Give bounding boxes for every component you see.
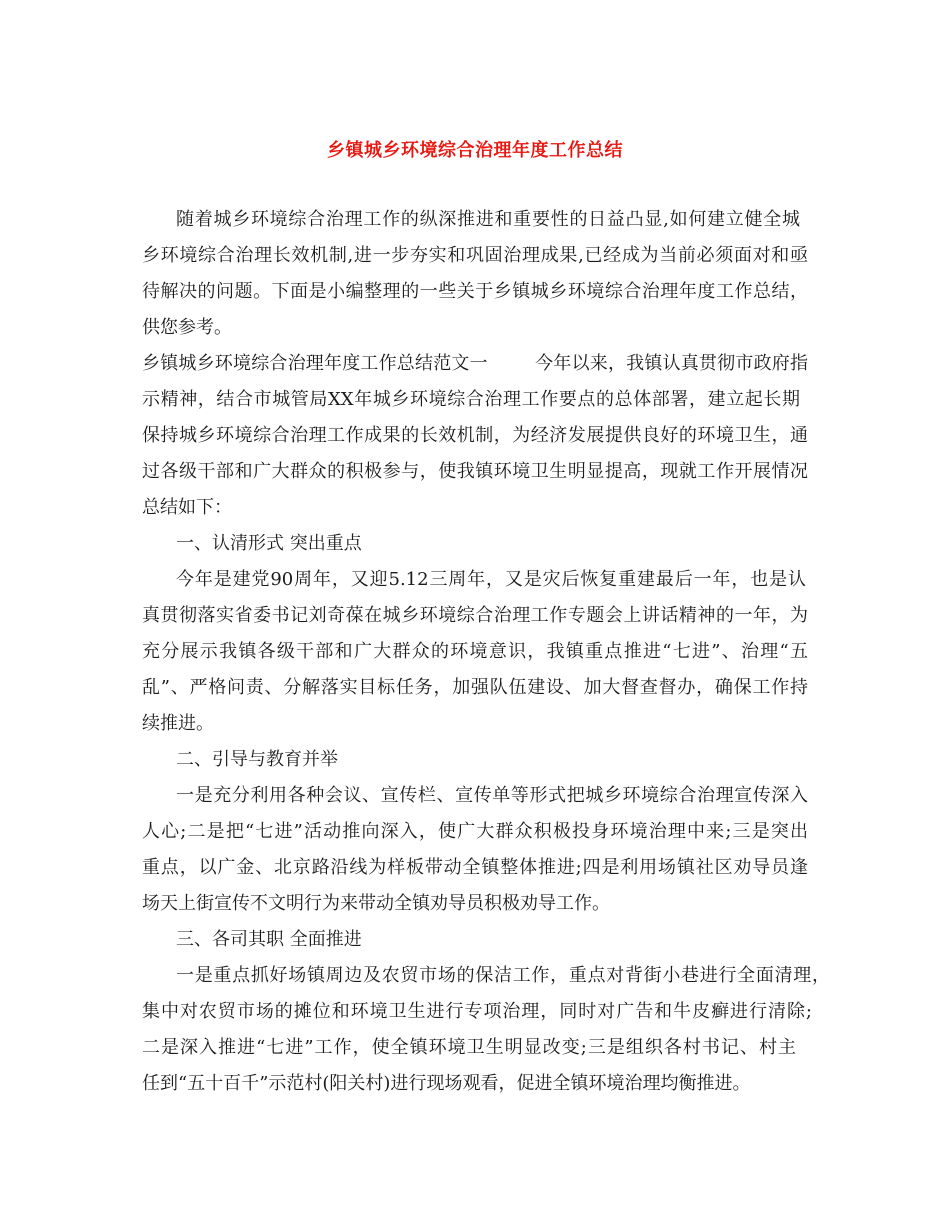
paragraph-line: 总结如下： — [142, 497, 232, 518]
paragraph-line: 任到“五十百千”示范村(阳关村)进行现场观看，促进全镇环境治理均衡推进。 — [142, 1073, 751, 1094]
paragraph-line: 一是重点抓好场镇周边及农贸市场的保洁工作，重点对背街小巷进行全面清理， — [176, 965, 830, 986]
paragraph-line: 场天上街宣传不文明行为来带动全镇劝导员积极劝导工作。 — [142, 893, 610, 914]
paragraph-line: 集中对农贸市场的摊位和环境卫生进行专项治理，同时对广告和牛皮癣进行清除; — [142, 1001, 812, 1022]
paragraph-line: 保持城乡环境综合治理工作成果的长效机制，为经济发展提供良好的环境卫生，通 — [142, 425, 808, 446]
document-title: 乡镇城乡环境综合治理年度工作总结 — [327, 140, 623, 161]
section-heading: 二、引导与教育并举 — [176, 749, 338, 770]
paragraph-line: 续推进。 — [142, 713, 214, 734]
paragraph-line: 供您参考。 — [142, 317, 232, 338]
paragraph-line: 今年是建党90周年，又迎5.12三周年，又是灾后恢复重建最后一年，也是认 — [176, 569, 806, 590]
paragraph-line: 随着城乡环境综合治理工作的纵深推进和重要性的日益凸显,如何建立健全城 — [176, 209, 800, 230]
paragraph-line: 过各级干部和广大群众的积极参与，使我镇环境卫生明显提高，现就工作开展情况 — [142, 461, 808, 482]
paragraph-line: 重点，以广金、北京路沿线为样板带动全镇整体推进;四是利用场镇社区劝导员逢 — [142, 857, 808, 878]
paragraph-line: 乡镇城乡环境综合治理年度工作总结范文一 今年以来，我镇认真贯彻市政府指 — [142, 353, 808, 374]
section-heading: 三、各司其职 全面推进 — [176, 929, 362, 950]
paragraph-line: 乡环境综合治理长效机制,进一步夯实和巩固治理成果,已经成为当前必须面对和亟 — [142, 245, 808, 266]
paragraph-line: 待解决的问题。下面是小编整理的一些关于乡镇城乡环境综合治理年度工作总结， — [142, 281, 808, 302]
paragraph-line: 二是深入推进“七进”工作，使全镇环境卫生明显改变;三是组织各村书记、村主 — [142, 1037, 796, 1058]
paragraph-line: 一是充分利用各种会议、宣传栏、宣传单等形式把城乡环境综合治理宣传深入 — [176, 785, 808, 806]
paragraph-line: 乱”、严格问责、分解落实目标任务，加强队伍建设、加大督查督办，确保工作持 — [142, 677, 808, 698]
section-heading: 一、认清形式 突出重点 — [176, 533, 362, 554]
paragraph-line: 真贯彻落实省委书记刘奇葆在城乡环境综合治理工作专题会上讲话精神的一年，为 — [142, 605, 808, 626]
paragraph-line: 示精神，结合市城管局XX年城乡环境综合治理工作要点的总体部署，建立起长期 — [142, 389, 800, 410]
paragraph-line: 充分展示我镇各级干部和广大群众的环境意识，我镇重点推进“七进”、治理“五 — [142, 641, 808, 662]
paragraph-line: 人心;二是把“七进”活动推向深入，使广大群众积极投身环境治理中来;三是突出 — [142, 821, 808, 842]
